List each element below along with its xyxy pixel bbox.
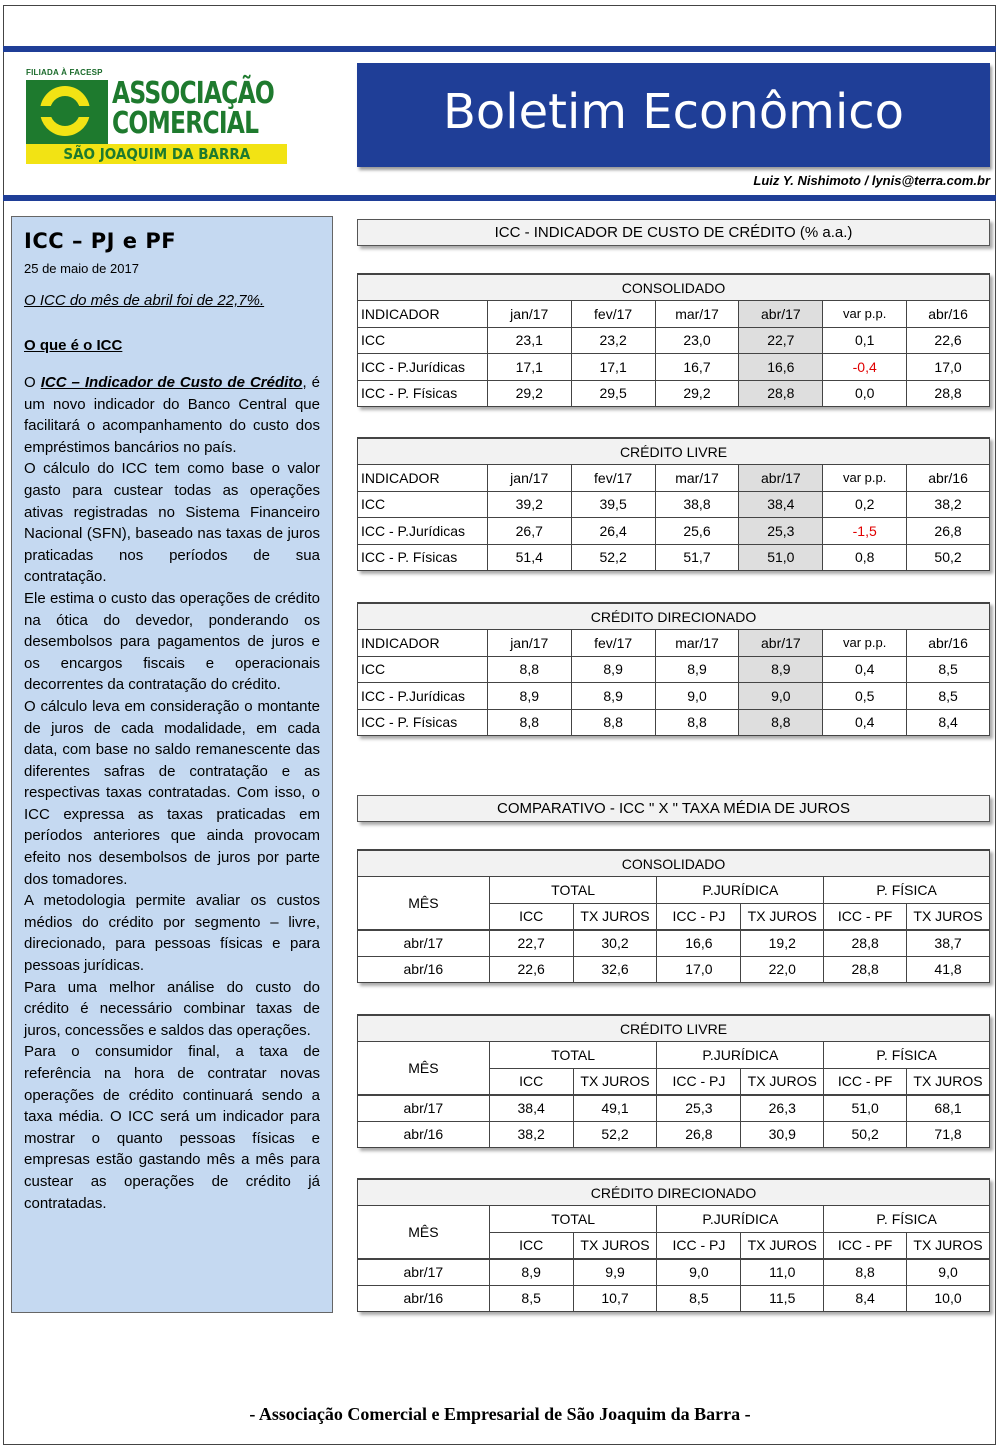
table-cell: 22,6 xyxy=(489,956,573,983)
author-line: Luiz Y. Nishimoto / lynis@terra.com.br xyxy=(753,173,990,188)
table-cell: 8,5 xyxy=(489,1285,573,1312)
table-cell: 28,8 xyxy=(907,380,990,407)
group-header: P.JURÍDICA xyxy=(657,1042,824,1069)
table-cell: 8,5 xyxy=(657,1285,741,1312)
table-cell: 26,7 xyxy=(487,518,571,545)
table-cell: 16,6 xyxy=(739,354,823,381)
table-cell: 32,6 xyxy=(573,956,657,983)
intro-prefix: O xyxy=(24,374,41,391)
table-cell: 30,9 xyxy=(741,1121,824,1148)
row-label: ICC - P.Jurídicas xyxy=(358,683,488,710)
table-row xyxy=(358,327,990,354)
table-cell: 22,7 xyxy=(489,930,573,957)
table-group-row xyxy=(358,1042,990,1069)
column-header: fev/17 xyxy=(571,301,655,328)
column-header: var p.p. xyxy=(823,301,907,328)
cmp-table-credito-direcionado xyxy=(357,1178,990,1312)
table-cell: 28,8 xyxy=(824,956,907,983)
column-header: INDICADOR xyxy=(358,465,488,492)
column-header: abr/17 xyxy=(739,465,823,492)
table-row xyxy=(358,709,990,736)
logo-line1: ASSOCIAÇÃO xyxy=(112,76,275,111)
column-header: ICC - PF xyxy=(824,1068,907,1095)
table-cell: 51,7 xyxy=(655,544,739,571)
table-cell: 8,5 xyxy=(907,683,990,710)
table-caption-row xyxy=(358,438,990,465)
column-header: fev/17 xyxy=(571,630,655,657)
table-cell: 22,6 xyxy=(907,327,990,354)
column-header: ICC - PJ xyxy=(657,1232,741,1259)
table-cell: 19,2 xyxy=(741,930,824,957)
row-label: ICC xyxy=(358,491,488,518)
table-cell: 51,0 xyxy=(824,1095,907,1122)
table-group-row xyxy=(358,1206,990,1233)
table-caption: CONSOLIDADO xyxy=(358,850,990,877)
group-header: P. FÍSICA xyxy=(824,1206,990,1233)
column-header: TX JUROS xyxy=(573,903,657,930)
column-header: INDICADOR xyxy=(358,630,488,657)
article-paragraph: A metodologia permite avaliar os custos médios do crédito por segmento – livre, direcionado, para pessoas físicas e para pessoas jurídicas. xyxy=(24,892,320,975)
table-cell: 29,2 xyxy=(655,380,739,407)
table-row xyxy=(358,1121,990,1148)
table-cell: 0,0 xyxy=(823,380,907,407)
table-cell: 26,8 xyxy=(657,1121,741,1148)
table-cell: 17,0 xyxy=(907,354,990,381)
table-cell: 23,0 xyxy=(655,327,739,354)
row-label: abr/17 xyxy=(358,930,490,957)
group-header: TOTAL xyxy=(489,1206,657,1233)
table-row xyxy=(358,491,990,518)
column-header: INDICADOR xyxy=(358,301,488,328)
column-header: ICC - PJ xyxy=(657,903,741,930)
table-cell: 8,8 xyxy=(571,709,655,736)
cmp-table-consolidado xyxy=(357,849,990,983)
article-paragraph: Para o consumidor final, a taxa de referência na hora de contratar novas operações de crédito continuará sendo a taxa média. O ICC será um indicador para mostrar o quanto pessoas físicas e empresas estão gastando mês a mês para custear as operações de crédito já contratadas. xyxy=(24,1043,320,1212)
column-header: mar/17 xyxy=(655,630,739,657)
logo-city: SÃO JOAQUIM DA BARRA xyxy=(63,145,250,163)
table-cell: 8,9 xyxy=(739,656,823,683)
table-cell: 9,0 xyxy=(739,683,823,710)
table-cell: 50,2 xyxy=(907,544,990,571)
table-cell: 11,0 xyxy=(741,1259,824,1286)
table-cell: 9,0 xyxy=(907,1259,990,1286)
row-label: abr/16 xyxy=(358,956,490,983)
table-cell: 8,8 xyxy=(739,709,823,736)
table-cell: 52,2 xyxy=(573,1121,657,1148)
table-cell: 50,2 xyxy=(824,1121,907,1148)
table-caption: CRÉDITO LIVRE xyxy=(358,438,990,465)
article-paragraph: O cálculo leva em consideração o montante de juros de cada modalidade, em cada data, com base no saldo remanescente das diferentes safras de contratação e as respectivas taxas contratadas. Com isso, o ICC expressa as taxas praticadas em períodos anteriores que ainda provocam efeito nos desembolsos de juros por parte dos tomadores. xyxy=(24,697,320,888)
table-row xyxy=(358,656,990,683)
table-cell: 51,0 xyxy=(739,544,823,571)
column-header: ICC xyxy=(489,1068,573,1095)
table-cell: 38,4 xyxy=(739,491,823,518)
column-header: var p.p. xyxy=(823,630,907,657)
row-label: ICC - P. Físicas xyxy=(358,380,488,407)
table-caption-row xyxy=(358,850,990,877)
cmp-table-credito-livre xyxy=(357,1014,990,1148)
column-header: TX JUROS xyxy=(907,1232,990,1259)
table-caption-row xyxy=(358,603,990,630)
column-header: var p.p. xyxy=(823,465,907,492)
row-label: ICC xyxy=(358,656,488,683)
article-paragraph: Ele estima o custo das operações de crédito na ótica do devedor, ponderando os desembolsos para pagamentos de juros e os encargos fiscais e operacionais decorrentes da contratação do crédito. xyxy=(24,589,320,694)
table-cell: 0,5 xyxy=(823,683,907,710)
table-cell: 8,9 xyxy=(489,1259,573,1286)
table-cell: 71,8 xyxy=(907,1121,990,1148)
logo-affiliation: FILIADA À FACESP xyxy=(26,68,103,77)
table-cell: 68,1 xyxy=(907,1095,990,1122)
row-label: ICC - P. Físicas xyxy=(358,709,488,736)
table-caption: CONSOLIDADO xyxy=(358,274,990,301)
row-label: abr/17 xyxy=(358,1095,490,1122)
table-cell: 8,8 xyxy=(487,709,571,736)
column-header: jan/17 xyxy=(487,465,571,492)
table-cell: 10,7 xyxy=(573,1285,657,1312)
table-row xyxy=(358,1285,990,1312)
table-caption: CRÉDITO DIRECIONADO xyxy=(358,603,990,630)
table-cell: 8,4 xyxy=(907,709,990,736)
icc-table-credito-direcionado xyxy=(357,602,990,736)
table-cell: 29,5 xyxy=(571,380,655,407)
column-header: abr/16 xyxy=(907,630,990,657)
table-cell: 41,8 xyxy=(907,956,990,983)
article-paragraph: O cálculo do ICC tem como base o valor gasto para custear todas as operações ativas registradas no Sistema Financeiro Nacional (SFN), baseado nas taxas de juros praticadas nos períodos de sua contratação. xyxy=(24,460,320,586)
table-cell: 8,5 xyxy=(907,656,990,683)
column-header: mar/17 xyxy=(655,465,739,492)
table-cell: 26,8 xyxy=(907,518,990,545)
table-cell: 8,9 xyxy=(571,656,655,683)
month-header: MÊS xyxy=(358,1042,490,1095)
table-cell: 25,3 xyxy=(657,1095,741,1122)
table-cell: 9,0 xyxy=(657,1259,741,1286)
group-header: TOTAL xyxy=(489,877,657,904)
column-header: TX JUROS xyxy=(741,903,824,930)
table-cell: 28,8 xyxy=(739,380,823,407)
table-cell: 8,4 xyxy=(824,1285,907,1312)
column-header: abr/16 xyxy=(907,465,990,492)
article-paragraph: Para uma melhor análise do custo do crédito é necessário combinar taxas de juros, concessões e saldos das operações. xyxy=(24,978,320,1039)
table-cell: 26,4 xyxy=(571,518,655,545)
intro-term: ICC – Indicador de Custo de Crédito xyxy=(40,374,303,391)
table-cell: -0,4 xyxy=(823,354,907,381)
row-label: ICC - P.Jurídicas xyxy=(358,518,488,545)
page-footer: - Associação Comercial e Empresarial de São Joaquim da Barra - xyxy=(249,1404,751,1424)
table-row xyxy=(358,930,990,957)
header-bottom-rule xyxy=(3,195,996,201)
table-cell: 0,8 xyxy=(823,544,907,571)
table-caption: CRÉDITO DIRECIONADO xyxy=(358,1179,990,1206)
column-header: fev/17 xyxy=(571,465,655,492)
association-logo xyxy=(22,68,290,166)
top-rule xyxy=(3,46,996,52)
month-header: MÊS xyxy=(358,877,490,930)
column-header: jan/17 xyxy=(487,301,571,328)
icc-section-heading: ICC - INDICADOR DE CUSTO DE CRÉDITO (% a.a.) xyxy=(357,219,990,246)
table-cell: 11,5 xyxy=(741,1285,824,1312)
table-cell: 17,1 xyxy=(487,354,571,381)
table-cell: 23,2 xyxy=(571,327,655,354)
table-row xyxy=(358,1259,990,1286)
table-caption-row xyxy=(358,1015,990,1042)
table-cell: 16,7 xyxy=(655,354,739,381)
table-cell: 9,0 xyxy=(655,683,739,710)
column-header: jan/17 xyxy=(487,630,571,657)
column-header: ICC xyxy=(489,903,573,930)
table-cell: 38,7 xyxy=(907,930,990,957)
row-label: ICC - P. Físicas xyxy=(358,544,488,571)
table-cell: 38,2 xyxy=(489,1121,573,1148)
sidebar-article xyxy=(11,216,333,1313)
column-header: ICC - PF xyxy=(824,903,907,930)
column-header: TX JUROS xyxy=(907,1068,990,1095)
table-cell: 23,1 xyxy=(487,327,571,354)
table-row xyxy=(358,956,990,983)
table-cell: 0,1 xyxy=(823,327,907,354)
table-cell: 8,8 xyxy=(655,709,739,736)
row-label: abr/16 xyxy=(358,1285,490,1312)
table-row xyxy=(358,518,990,545)
table-cell: 16,6 xyxy=(657,930,741,957)
row-label: ICC - P.Jurídicas xyxy=(358,354,488,381)
table-cell: 17,0 xyxy=(657,956,741,983)
table-cell: -1,5 xyxy=(823,518,907,545)
table-cell: 26,3 xyxy=(741,1095,824,1122)
table-cell: 25,3 xyxy=(739,518,823,545)
table-cell: 52,2 xyxy=(571,544,655,571)
table-cell: 38,4 xyxy=(489,1095,573,1122)
table-cell: 9,9 xyxy=(573,1259,657,1286)
column-header: TX JUROS xyxy=(741,1068,824,1095)
comparativo-section-heading: COMPARATIVO - ICC " X " TAXA MÉDIA DE JUROS xyxy=(357,795,990,822)
table-row xyxy=(358,544,990,571)
table-header-row xyxy=(358,301,990,328)
article-subtitle: O que é o ICC xyxy=(24,337,123,354)
row-label: abr/16 xyxy=(358,1121,490,1148)
icc-table-consolidado xyxy=(357,273,990,407)
table-cell: 29,2 xyxy=(487,380,571,407)
table-cell: 22,7 xyxy=(739,327,823,354)
table-cell: 0,4 xyxy=(823,656,907,683)
article-lead: O ICC do mês de abril foi de 22,7%. xyxy=(24,292,265,309)
table-header-row xyxy=(358,465,990,492)
table-cell: 8,8 xyxy=(824,1259,907,1286)
table-cell: 38,2 xyxy=(907,491,990,518)
table-cell: 39,2 xyxy=(487,491,571,518)
table-cell: 38,8 xyxy=(655,491,739,518)
table-cell: 51,4 xyxy=(487,544,571,571)
table-cell: 30,2 xyxy=(573,930,657,957)
group-header: TOTAL xyxy=(489,1042,657,1069)
table-header-row xyxy=(358,630,990,657)
table-cell: 10,0 xyxy=(907,1285,990,1312)
table-cell: 0,4 xyxy=(823,709,907,736)
table-cell: 28,8 xyxy=(824,930,907,957)
table-cell: 8,9 xyxy=(571,683,655,710)
column-header: TX JUROS xyxy=(573,1232,657,1259)
row-label: abr/17 xyxy=(358,1259,490,1286)
table-caption: CRÉDITO LIVRE xyxy=(358,1015,990,1042)
row-label: ICC xyxy=(358,327,488,354)
column-header: ICC - PJ xyxy=(657,1068,741,1095)
article-date: 25 de maio de 2017 xyxy=(24,261,139,276)
table-cell: 8,8 xyxy=(487,656,571,683)
column-header: TX JUROS xyxy=(741,1232,824,1259)
column-header: mar/17 xyxy=(655,301,739,328)
group-header: P.JURÍDICA xyxy=(657,877,824,904)
icc-table-credito-livre xyxy=(357,437,990,571)
table-row xyxy=(358,380,990,407)
logo-emblem-icon xyxy=(26,80,108,144)
table-caption-row xyxy=(358,274,990,301)
column-header: ICC xyxy=(489,1232,573,1259)
table-cell: 8,9 xyxy=(655,656,739,683)
table-cell: 25,6 xyxy=(655,518,739,545)
column-header: ICC - PF xyxy=(824,1232,907,1259)
intro-rest: , é um novo indicador do Banco Central que facilitará o acompanhamento do custo dos empréstimos bancários no país. xyxy=(24,374,320,456)
table-row xyxy=(358,1095,990,1122)
table-row xyxy=(358,683,990,710)
column-header: abr/17 xyxy=(739,630,823,657)
group-header: P. FÍSICA xyxy=(824,1042,990,1069)
column-header: abr/17 xyxy=(739,301,823,328)
bulletin-title: Boletim Econômico xyxy=(357,63,990,167)
column-header: TX JUROS xyxy=(907,903,990,930)
column-header: abr/16 xyxy=(907,301,990,328)
table-cell: 0,2 xyxy=(823,491,907,518)
table-cell: 8,9 xyxy=(487,683,571,710)
article-title: ICC – PJ e PF xyxy=(24,229,177,253)
table-cell: 22,0 xyxy=(741,956,824,983)
article-body xyxy=(24,372,320,1214)
logo-line2: COMERCIAL xyxy=(112,106,259,141)
logo-city-band xyxy=(26,144,287,164)
table-caption-row xyxy=(358,1179,990,1206)
table-group-row xyxy=(358,877,990,904)
month-header: MÊS xyxy=(358,1206,490,1259)
table-row xyxy=(358,354,990,381)
group-header: P. FÍSICA xyxy=(824,877,990,904)
group-header: P.JURÍDICA xyxy=(657,1206,824,1233)
article-intro xyxy=(24,372,320,458)
table-cell: 49,1 xyxy=(573,1095,657,1122)
table-cell: 39,5 xyxy=(571,491,655,518)
table-cell: 17,1 xyxy=(571,354,655,381)
column-header: TX JUROS xyxy=(573,1068,657,1095)
